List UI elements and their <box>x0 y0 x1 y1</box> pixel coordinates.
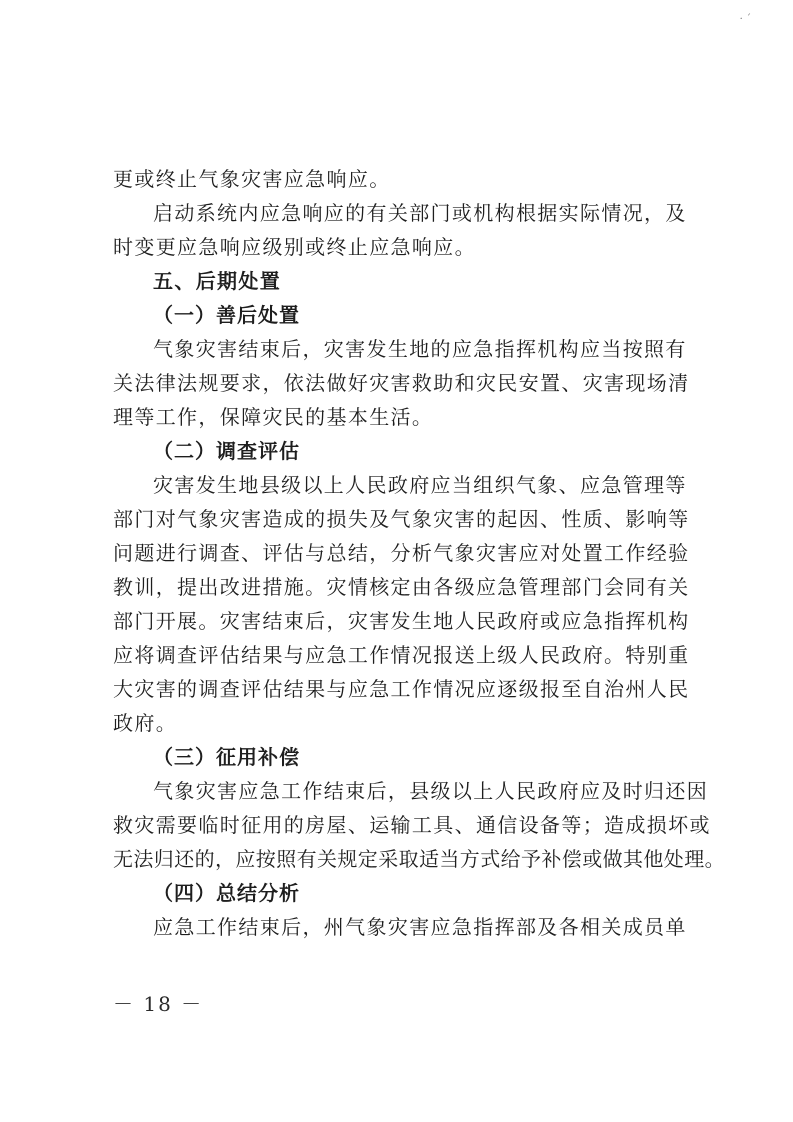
paragraph-line: 气象灾害结束后，灾害发生地的应急指挥机构应当按照有 <box>153 337 687 361</box>
document-body <box>113 162 725 944</box>
page-number: － 18 － <box>113 992 204 1016</box>
subsection-heading: （二）调查评估 <box>153 439 300 463</box>
paragraph-line: 时变更应急响应级别或终止应急响应。 <box>113 235 476 259</box>
paragraph-line: 关法律法规要求，依法做好灾害救助和灾民安置、灾害现场清 <box>113 371 690 395</box>
paragraph-line: 气象灾害应急工作结束后，县级以上人民政府应及时归还因 <box>153 779 709 803</box>
paragraph-line: 部门对气象灾害造成的损失及气象灾害的起因、性质、影响等 <box>113 507 690 531</box>
scan-mark: · ˊ <box>739 14 751 25</box>
paragraph-line: 灾害发生地县级以上人民政府应当组织气象、应急管理等 <box>153 473 687 497</box>
subsection-heading: （一）善后处置 <box>153 303 300 327</box>
paragraph-line: 启动系统内应急响应的有关部门或机构根据实际情况，及 <box>153 201 687 225</box>
paragraph-line: 更或终止气象灾害应急响应。 <box>113 167 391 191</box>
subsection-heading: （四）总结分析 <box>153 881 300 905</box>
paragraph-line: 政府。 <box>113 711 178 735</box>
paragraph-line: 理等工作，保障灾民的基本生活。 <box>113 405 434 429</box>
paragraph-line: 大灾害的调查评估结果与应急工作情况应逐级报至自治州人民 <box>113 677 690 701</box>
subsection-heading: （三）征用补偿 <box>153 745 300 769</box>
paragraph-line: 问题进行调查、评估与总结，分析气象灾害应对处置工作经验 <box>113 541 690 565</box>
paragraph-line: 无法归还的，应按照有关规定采取适当方式给予补偿或做其他处理。 <box>113 847 725 871</box>
paragraph-line: 救灾需要临时征用的房屋、运输工具、通信设备等；造成损坏或 <box>113 813 711 837</box>
paragraph-line: 应急工作结束后，州气象灾害应急指挥部及各相关成员单 <box>153 915 687 939</box>
paragraph-line: 部门开展。灾害结束后，灾害发生地人民政府或应急指挥机构 <box>113 609 690 633</box>
paragraph-line: 教训，提出改进措施。灾情核定由各级应急管理部门会同有关 <box>113 575 690 599</box>
section-heading: 五、后期处置 <box>153 269 282 293</box>
paragraph-line: 应将调查评估结果与应急工作情况报送上级人民政府。特别重 <box>113 643 690 667</box>
